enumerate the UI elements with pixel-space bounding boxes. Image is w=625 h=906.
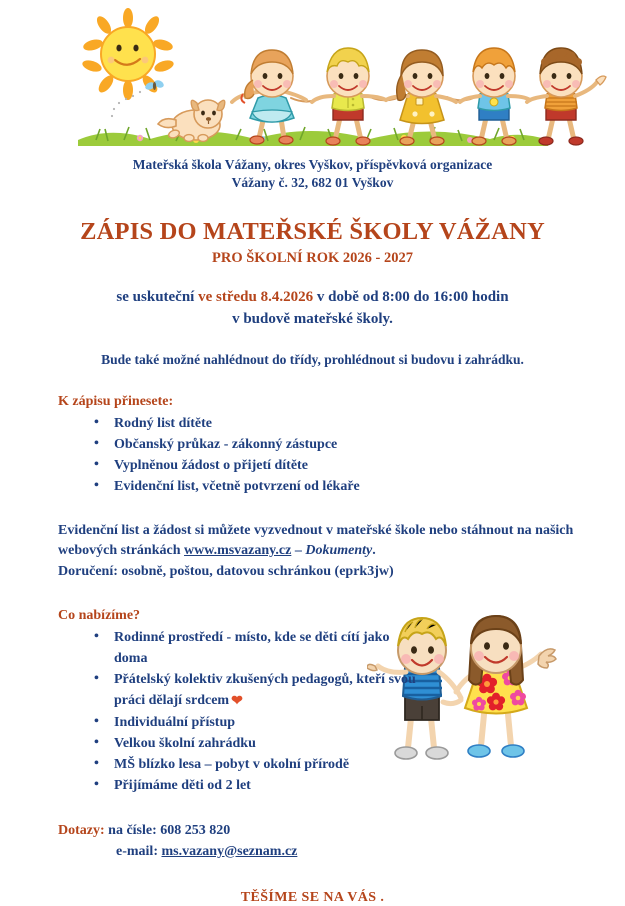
documents-line1: Evidenční list a žádost si můžete vyzvednout v mateřské škole nebo xyxy=(58,522,458,538)
offers-section xyxy=(58,608,585,796)
closing-line: TĚŠÍME SE NA VÁS . xyxy=(240,889,385,905)
organization-name: Mateřská škola Vážany, okres Vyškov, příspěvková organizace xyxy=(132,157,493,172)
datetime-prefix: se uskuteční xyxy=(116,289,195,306)
enrollment-datetime-line1 xyxy=(0,287,625,309)
list-item xyxy=(94,775,424,796)
datetime-suffix: v době od 8:00 do 16:00 hodin xyxy=(316,289,509,306)
documents-line2-separator: – xyxy=(291,543,306,559)
child-girl-teal xyxy=(232,50,306,144)
enrollment-datetime xyxy=(0,287,625,331)
documents-line2-prefix: stáhnout na našich webových stránkách xyxy=(58,522,574,559)
list-item: • Rodný list dítěte xyxy=(94,413,585,434)
list-item xyxy=(94,627,424,669)
offers-heading: Co nabízíme? xyxy=(58,607,141,623)
organization-address: Vážany č. 32, 682 01 Vyškov xyxy=(231,175,394,191)
offers-item-text: Velkou školní zahrádku xyxy=(114,735,256,751)
documents-line2-end: . xyxy=(372,543,376,559)
page-title: ZÁPIS DO MATEŘSKÉ ŠKOLY VÁŽANY xyxy=(80,218,545,246)
header-illustration xyxy=(0,0,625,150)
page-subtitle: PRO ŠKOLNÍ ROK 2026 - 2027 xyxy=(212,250,413,267)
website-link[interactable]: www.msvazany.cz xyxy=(184,543,292,559)
dog-icon xyxy=(158,100,225,141)
enrollment-location: v budově mateřské školy. xyxy=(232,311,393,328)
child-boy-orange xyxy=(527,48,606,145)
organization-block xyxy=(0,156,625,192)
list-item xyxy=(94,733,424,754)
contact-phone-line xyxy=(58,820,625,841)
list-item: • Vyplněnou žádost o přijetí dítěte xyxy=(94,455,585,476)
bring-heading: K zápisu přinesete: xyxy=(58,393,174,409)
phone-label: na čísle: xyxy=(108,822,157,838)
offers-item-text: Individuální přístup xyxy=(114,714,236,730)
list-item xyxy=(94,754,424,775)
documents-paragraph xyxy=(58,521,585,582)
documents-section-name: Dokumenty xyxy=(305,543,373,559)
children-holding-hands-icon xyxy=(232,48,606,145)
visit-note: Bude také možné nahlédnout do třídy, prohlédnout si budovu i zahrádku. xyxy=(101,351,524,367)
contact-block xyxy=(58,820,625,862)
list-item: • Občanský průkaz - zákonný zástupce xyxy=(94,434,585,455)
list-item xyxy=(94,669,424,712)
list-item: • Evidenční list, včetně potvrzení od lékaře xyxy=(94,476,585,497)
heart-icon: ❤ xyxy=(231,693,243,709)
offers-item-text: Přijímáme děti od 2 let xyxy=(114,777,251,793)
email-label: e-mail: xyxy=(116,843,158,859)
child-boy-yellow xyxy=(312,48,386,145)
delivery-line: Doručení: osobně, poštou, datovou schránkou (eprk3jw) xyxy=(58,563,394,579)
datetime-highlight: ve středu 8.4.2026 xyxy=(198,289,314,306)
contact-email-line xyxy=(58,841,625,862)
child-boy-blue xyxy=(460,48,530,145)
list-item xyxy=(94,712,424,733)
bring-list xyxy=(58,413,585,497)
contact-label: Dotazy: xyxy=(58,822,105,838)
offers-item-text: Rodinné prostředí - místo, kde se děti cítí jako doma xyxy=(114,629,390,666)
girl-yellow-dress-icon xyxy=(456,616,556,757)
child-girl-yellow xyxy=(386,50,456,145)
offers-item-text: Přátelský kolektiv zkušených pedagogů, kteří svou práci dělají srdcem xyxy=(114,671,416,708)
butterfly-icon xyxy=(111,79,165,117)
offers-item-text: MŠ blízko lesa – pobyt v okolní přírodě xyxy=(114,756,350,772)
email-link[interactable]: ms.vazany@seznam.cz xyxy=(161,843,298,859)
bring-section xyxy=(58,394,585,497)
phone-number[interactable]: 608 253 820 xyxy=(160,822,231,838)
